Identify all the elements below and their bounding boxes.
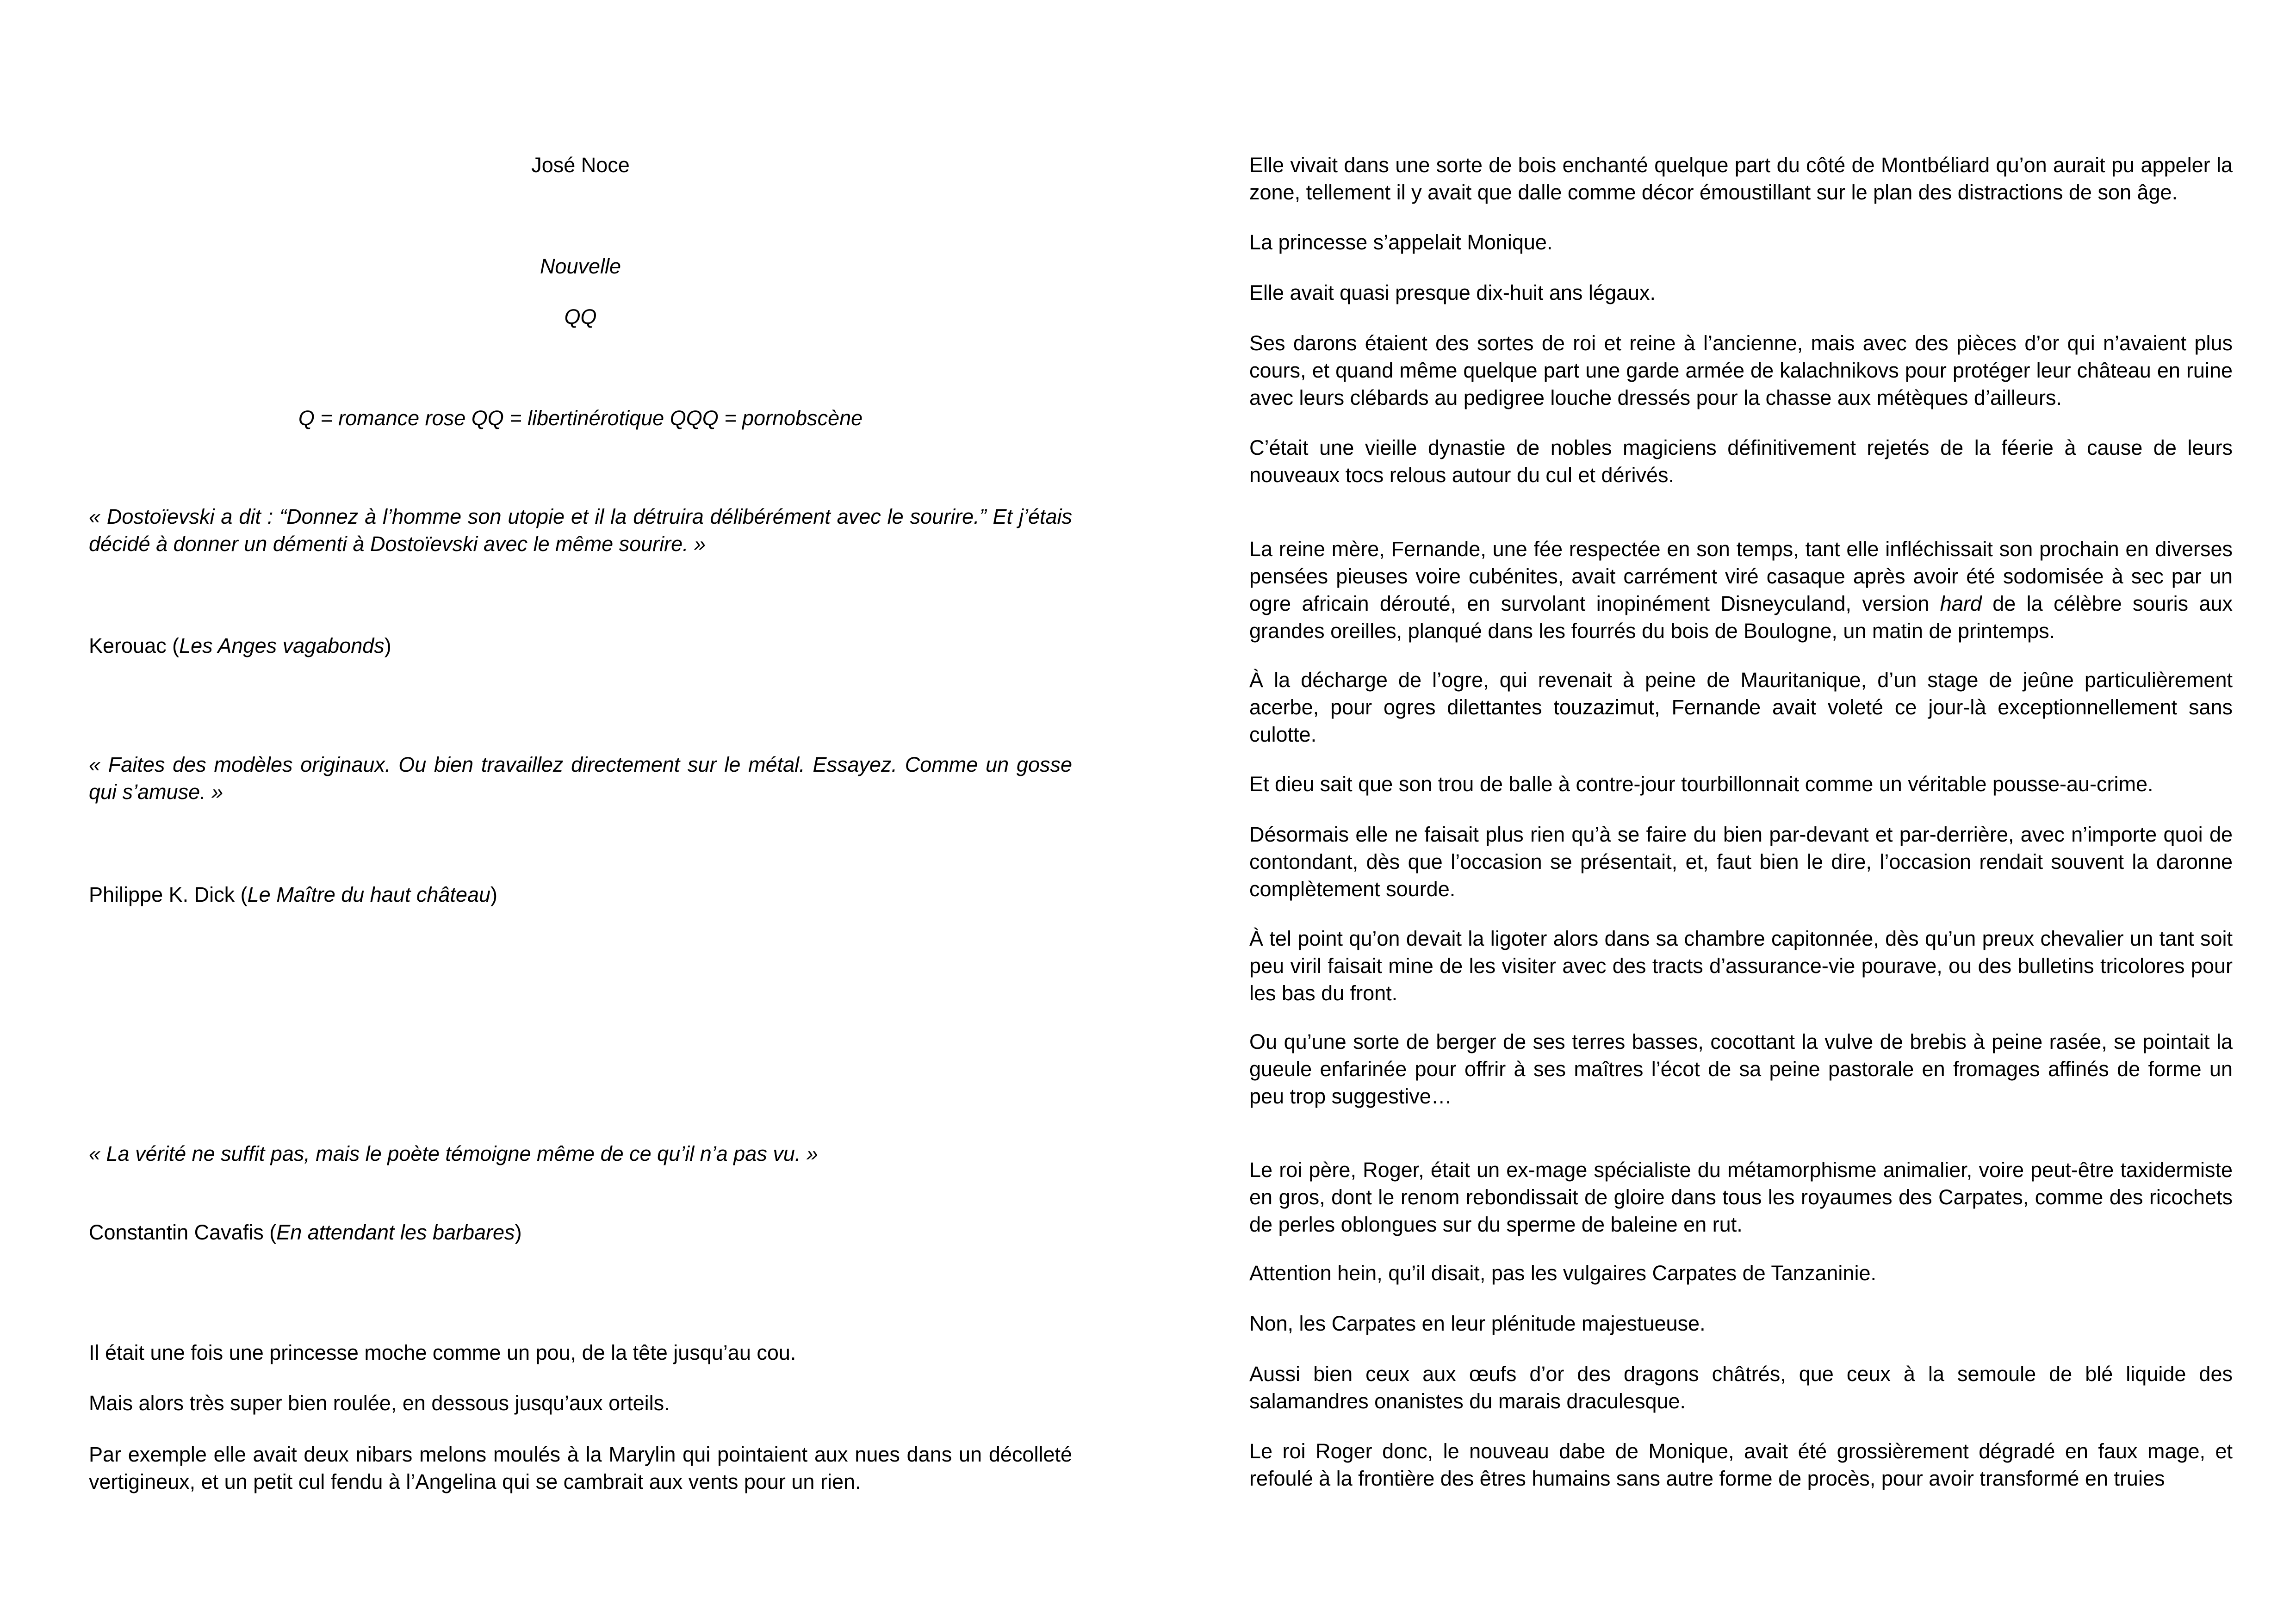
epigraph-work-1: Les Anges vagabonds [179, 634, 385, 657]
paragraph-text-part: La reine mère, Fernande, une fée respectée en son temps, tant elle infléchissait son prochain en diverses pensées pieuses voire cubénites, avait carrément viré casaque après avoir été sodomisée à sec par un ogre africain dérouté, en survolant inopinément Disneyculand, version [1249, 537, 2233, 615]
epigraph-quote-1: « Dostoïevski a dit : “Donnez à l’homme son utopie et il la détruira délibérément avec le sourire.” Et j’étais décidé à donner un démenti à Dostoïevski avec le même sourire. » [89, 505, 1072, 556]
genre-label: Nouvelle [540, 254, 621, 278]
story-paragraph: Attention hein, qu’il disait, pas les vulgaires Carpates de Tanzaninie. [1249, 1261, 1876, 1285]
paragraph-text-part: de la célèbre souris aux grandes oreilles, planqué dans les fourrés du bois de Boulogne, un matin de printemps. [1249, 592, 2233, 643]
story-paragraph: Elle avait quasi presque dix-huit ans légaux. [1249, 281, 1656, 304]
epigraph-author-2: Philippe K. Dick [89, 883, 235, 906]
story-paragraph: Il était une fois une princesse moche comme un pou, de la tête jusqu’au cou. [89, 1341, 796, 1364]
epigraph-author-3: Constantin Cavafis [89, 1220, 264, 1244]
epigraph-quote-2: « Faites des modèles originaux. Ou bien travaillez directement sur le métal. Essayez. Comme un gosse qui s’amuse. » [89, 753, 1072, 804]
story-paragraph: C’était une vieille dynastie de nobles magiciens définitivement rejetés de la féerie à cause de leurs nouveaux tocs relous autour du cul et dérivés. [1249, 436, 2233, 487]
story-paragraph: Non, les Carpates en leur plénitude majestueuse. [1249, 1312, 1706, 1335]
story-paragraph: La princesse s’appelait Monique. [1249, 230, 1553, 254]
story-paragraph: À la décharge de l’ogre, qui revenait à peine de Mauritanique, d’un stage de jeûne particulièrement acerbe, pour ogres dilettantes touzazimut, Fernande avait voleté ce jour-là exceptionnellement sans culotte. [1249, 668, 2233, 746]
epigraph-attribution-1: Kerouac (Les Anges vagabonds) [89, 634, 391, 657]
author-name: José Noce [531, 153, 630, 177]
story-paragraph: À tel point qu’on devait la ligoter alors dans sa chambre capitonnée, dès qu’un preux chevalier un tant soit peu viril faisait mine de les visiter avec des tracts d’assurance-vie pourave, ou des bulletins tricolores pour les bas du front. [1249, 927, 2233, 1005]
story-paragraph: Ou qu’une sorte de berger de ses terres basses, cocottant la vulve de brebis à peine rasée, se pointait la gueule enfarinée pour offrir à ses maîtres l’écot de sa peine pastorale en fromages affinés de forme un peu trop suggestive… [1249, 1030, 2233, 1108]
epigraph-quote-3: « La vérité ne suffit pas, mais le poète témoigne même de ce qu’il n’a pas vu. » [89, 1142, 818, 1165]
story-paragraph: Désormais elle ne faisait plus rien qu’à se faire du bien par-devant et par-derrière, avec n’importe quoi de contondant, dès que l’occasion se présentait, et, faut bien le dire, l’occasion rendait souvent la daronne complètement sourde. [1249, 823, 2233, 901]
epigraph-work-2: Le Maître du haut château [247, 883, 491, 906]
story-paragraph [1249, 535, 2233, 644]
rating-label: QQ [564, 305, 597, 328]
story-paragraph: Par exemple elle avait deux nibars melons moulés à la Marylin qui pointaient aux nues dans un décolleté vertigineux, et un petit cul fendu à l’Angelina qui se cambrait aux vents pour un rien. [89, 1443, 1072, 1493]
story-paragraph: Mais alors très super bien roulée, en dessous jusqu’aux orteils. [89, 1391, 670, 1415]
story-paragraph: Aussi bien ceux aux œufs d’or des dragons châtrés, que ceux à la semoule de blé liquide des salamandres onanistes du marais draculesque. [1249, 1362, 2233, 1413]
story-paragraph: Et dieu sait que son trou de balle à contre-jour tourbillonnait comme un véritable pousse-au-crime. [1249, 772, 2153, 796]
left-page [89, 0, 1072, 1623]
story-paragraph: Le roi père, Roger, était un ex-mage spécialiste du métamorphisme animalier, voire peut-être taxidermiste en gros, dont le renom rebondissait de gloire dans tous les royaumes des Carpates, comme des ricochets de perles oblongues sur du sperme de baleine en rut. [1249, 1158, 2233, 1236]
paragraph-italic-term: hard [1940, 592, 1982, 615]
epigraph-author-1: Kerouac [89, 634, 167, 657]
story-paragraph: Ses darons étaient des sortes de roi et reine à l’ancienne, mais avec des pièces d’or qui n’avaient plus cours, et quand même quelque part une garde armée de kalachnikovs pour protéger leur château en ruine avec leurs clébards au pedigree louche dressés pour la chasse aux métèques d’ailleurs. [1249, 331, 2233, 409]
epigraph-attribution-2: Philippe K. Dick (Le Maître du haut château) [89, 883, 498, 906]
story-paragraph: Le roi Roger donc, le nouveau dabe de Monique, avait été grossièrement dégradé en faux mage, et refoulé à la frontière des êtres humains sans autre forme de procès, pour avoir transformé en truies [1249, 1439, 2233, 1490]
right-page [1249, 0, 2233, 1623]
epigraph-attribution-3: Constantin Cavafis (En attendant les barbares) [89, 1220, 522, 1244]
story-paragraph: Elle vivait dans une sorte de bois enchanté quelque part du côté de Montbéliard qu’on aurait pu appeler la zone, tellement il y avait que dalle comme décor émoustillant sur le plan des distractions de son âge. [1249, 153, 2233, 204]
rating-legend: Q = romance rose QQ = libertinérotique QQQ = pornobscène [298, 406, 863, 430]
epigraph-work-3: En attendant les barbares [276, 1220, 515, 1244]
